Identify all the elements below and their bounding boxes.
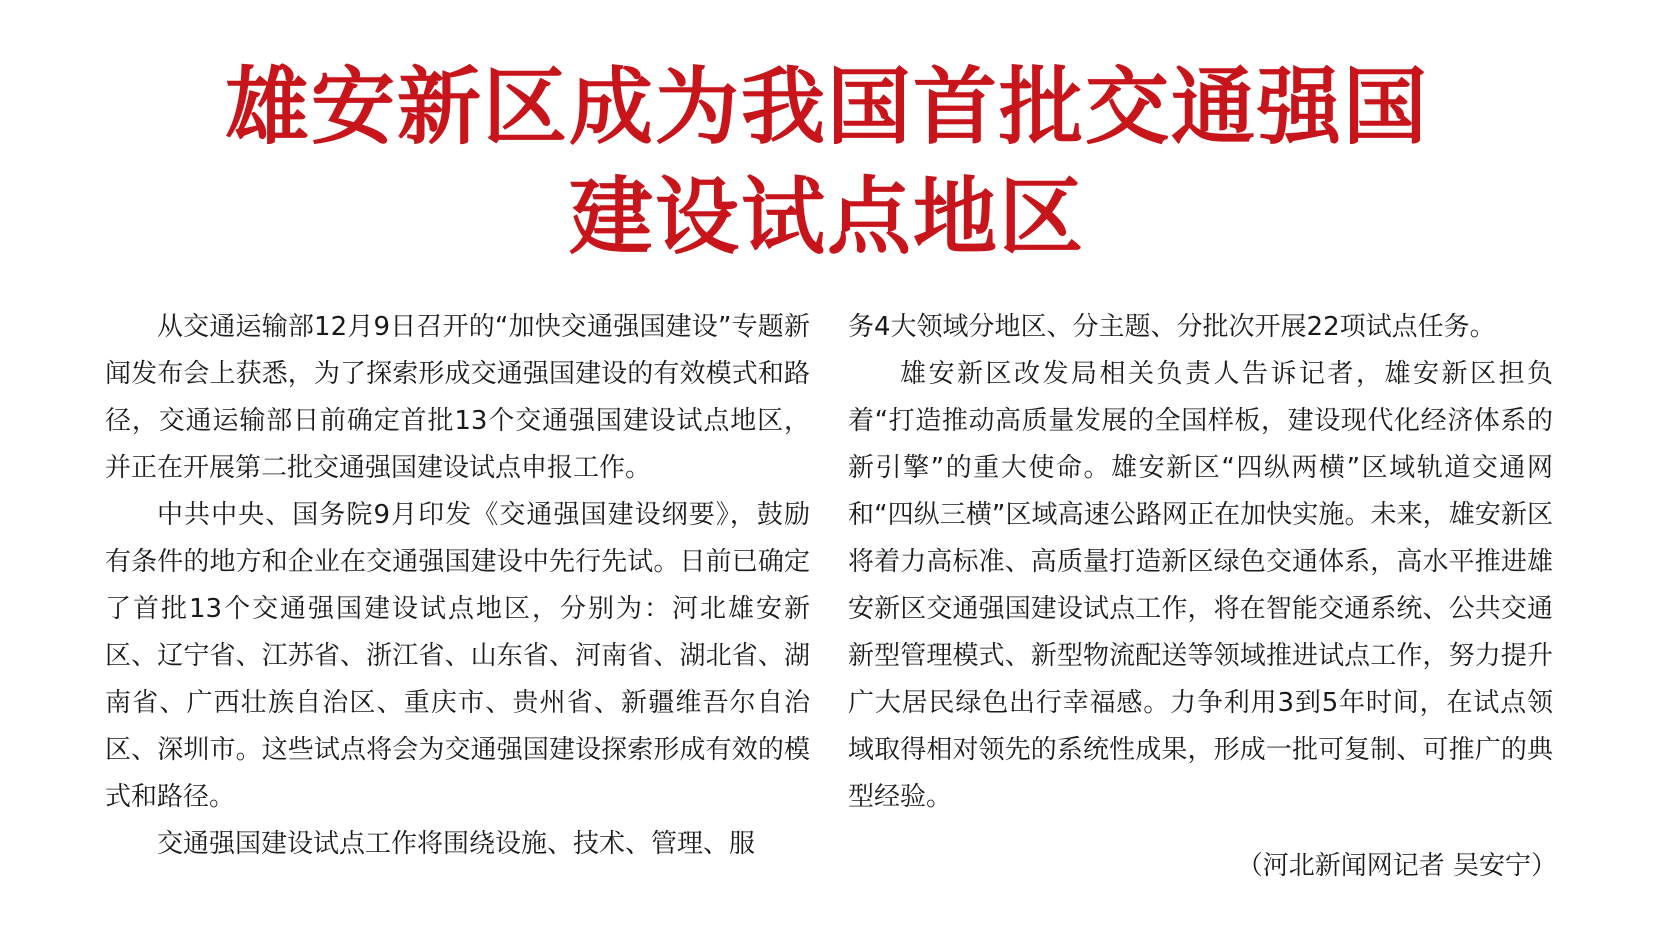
byline: （河北新闻网记者 吴安宁） [1236,851,1557,881]
paragraph-1: 从交通运输部12月9日召开的“加快交通强国建设”专题新闻发布会上获悉，为了探索形成交通强国建设的有效模式和路径，交通运输部日前确定首批13个交通强国建设试点地区，并正在开展第二批交通强国建设试点申报工作。 [105,312,810,483]
left-column [105,304,810,868]
right-column [848,304,1553,821]
headline-line-2: 建设试点地区 [568,167,1085,266]
paragraph-3-continued: 务4大领域分地区、分主题、分批次开展22项试点任务。 [848,312,1496,342]
article-headline [0,52,1654,272]
paragraph-2: 中共中央、国务院9月印发《交通强国建设纲要》，鼓励有条件的地方和企业在交通强国建设中先行先试。日前已确定了首批13个交通强国建设试点地区，分别为：河北雄安新区、辽宁省、江苏省、浙江省、山东省、河南省、湖北省、湖南省、广西壮族自治区、重庆市、贵州省、新疆维吾尔自治区、深圳市。这些试点将会为交通强国建设探索形成有效的模式和路径。 [105,500,810,812]
headline-line-1: 雄安新区成为我国首批交通强国 [224,57,1429,156]
paragraph-4: 雄安新区改发局相关负责人告诉记者，雄安新区担负着“打造推动高质量发展的全国样板，建设现代化经济体系的新引擎”的重大使命。雄安新区“四纵两横”区域轨道交通网和“四纵三横”区域高速公路网正在加快实施。未来，雄安新区将着力高标准、高质量打造新区绿色交通体系，高水平推进雄安新区交通强国建设试点工作，将在智能交通系统、公共交通新型管理模式、新型物流配送等领域推进试点工作，努力提升广大居民绿色出行幸福感。力争利用3到5年时间，在试点领域取得相对领先的系统性成果，形成一批可复制、可推广的典型经验。 [848,359,1553,812]
paragraph-3-start: 交通强国建设试点工作将围绕设施、技术、管理、服 [157,829,756,859]
